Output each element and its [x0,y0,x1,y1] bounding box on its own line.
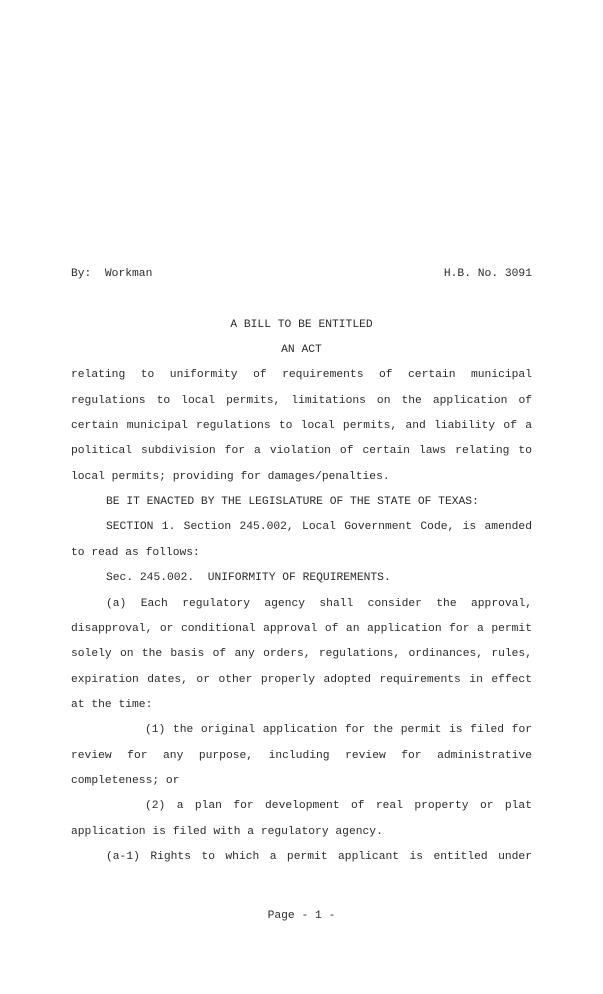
subsection-line: solely on the basis of any orders, regulations, ordinances, rules, [71,648,532,660]
bill-number: H.B. No. 3091 [443,268,532,280]
statute-heading: Sec. 245.002. UNIFORMITY OF REQUIREMENTS. [106,572,391,584]
paragraph-line: application is filed with a regulatory agency. [71,826,383,838]
caption-line: regulations to local permits, limitations on the application of [71,395,532,407]
bill-author: By: Workman [71,268,153,280]
subsection-line: (a) Each regulatory agency shall consider the approval, [106,598,532,610]
bill-header [71,266,532,282]
caption-line: political subdivision for a violation of certain laws relating to [71,445,532,457]
enacting-clause: BE IT ENACTED BY THE LEGISLATURE OF THE STATE OF TEXAS: [106,496,479,508]
section-body-line: to read as follows: [71,547,200,559]
paragraph-line: completeness; or [71,775,180,787]
caption-line: certain municipal regulations to local permits, and liability of a [71,420,532,432]
paragraph-line: review for any purpose, including review for administrative [71,750,532,762]
subsection-line: expiration dates, or other properly adopted requirements in effect [71,674,532,686]
subsection-line: disapproval, or conditional approval of an application for a permit [71,623,532,635]
section-heading-line: SECTION 1. Section 245.002, Local Government Code, is amended [106,521,532,533]
subsection-line: at the time: [71,699,153,711]
paragraph-line: (1) the original application for the permit is filed for [145,724,532,736]
page-number: Page - 1 - [267,910,336,922]
paragraph-line: (2) a plan for development of real property or plat [145,800,532,812]
act-title: AN ACT [281,344,322,356]
subsection-line: (a-1) Rights to which a permit applicant is entitled under [106,851,532,863]
bill-title: A BILL TO BE ENTITLED [230,319,373,331]
caption-line: local permits; providing for damages/penalties. [71,471,390,483]
caption-line: relating to uniformity of requirements of certain municipal [71,369,532,381]
